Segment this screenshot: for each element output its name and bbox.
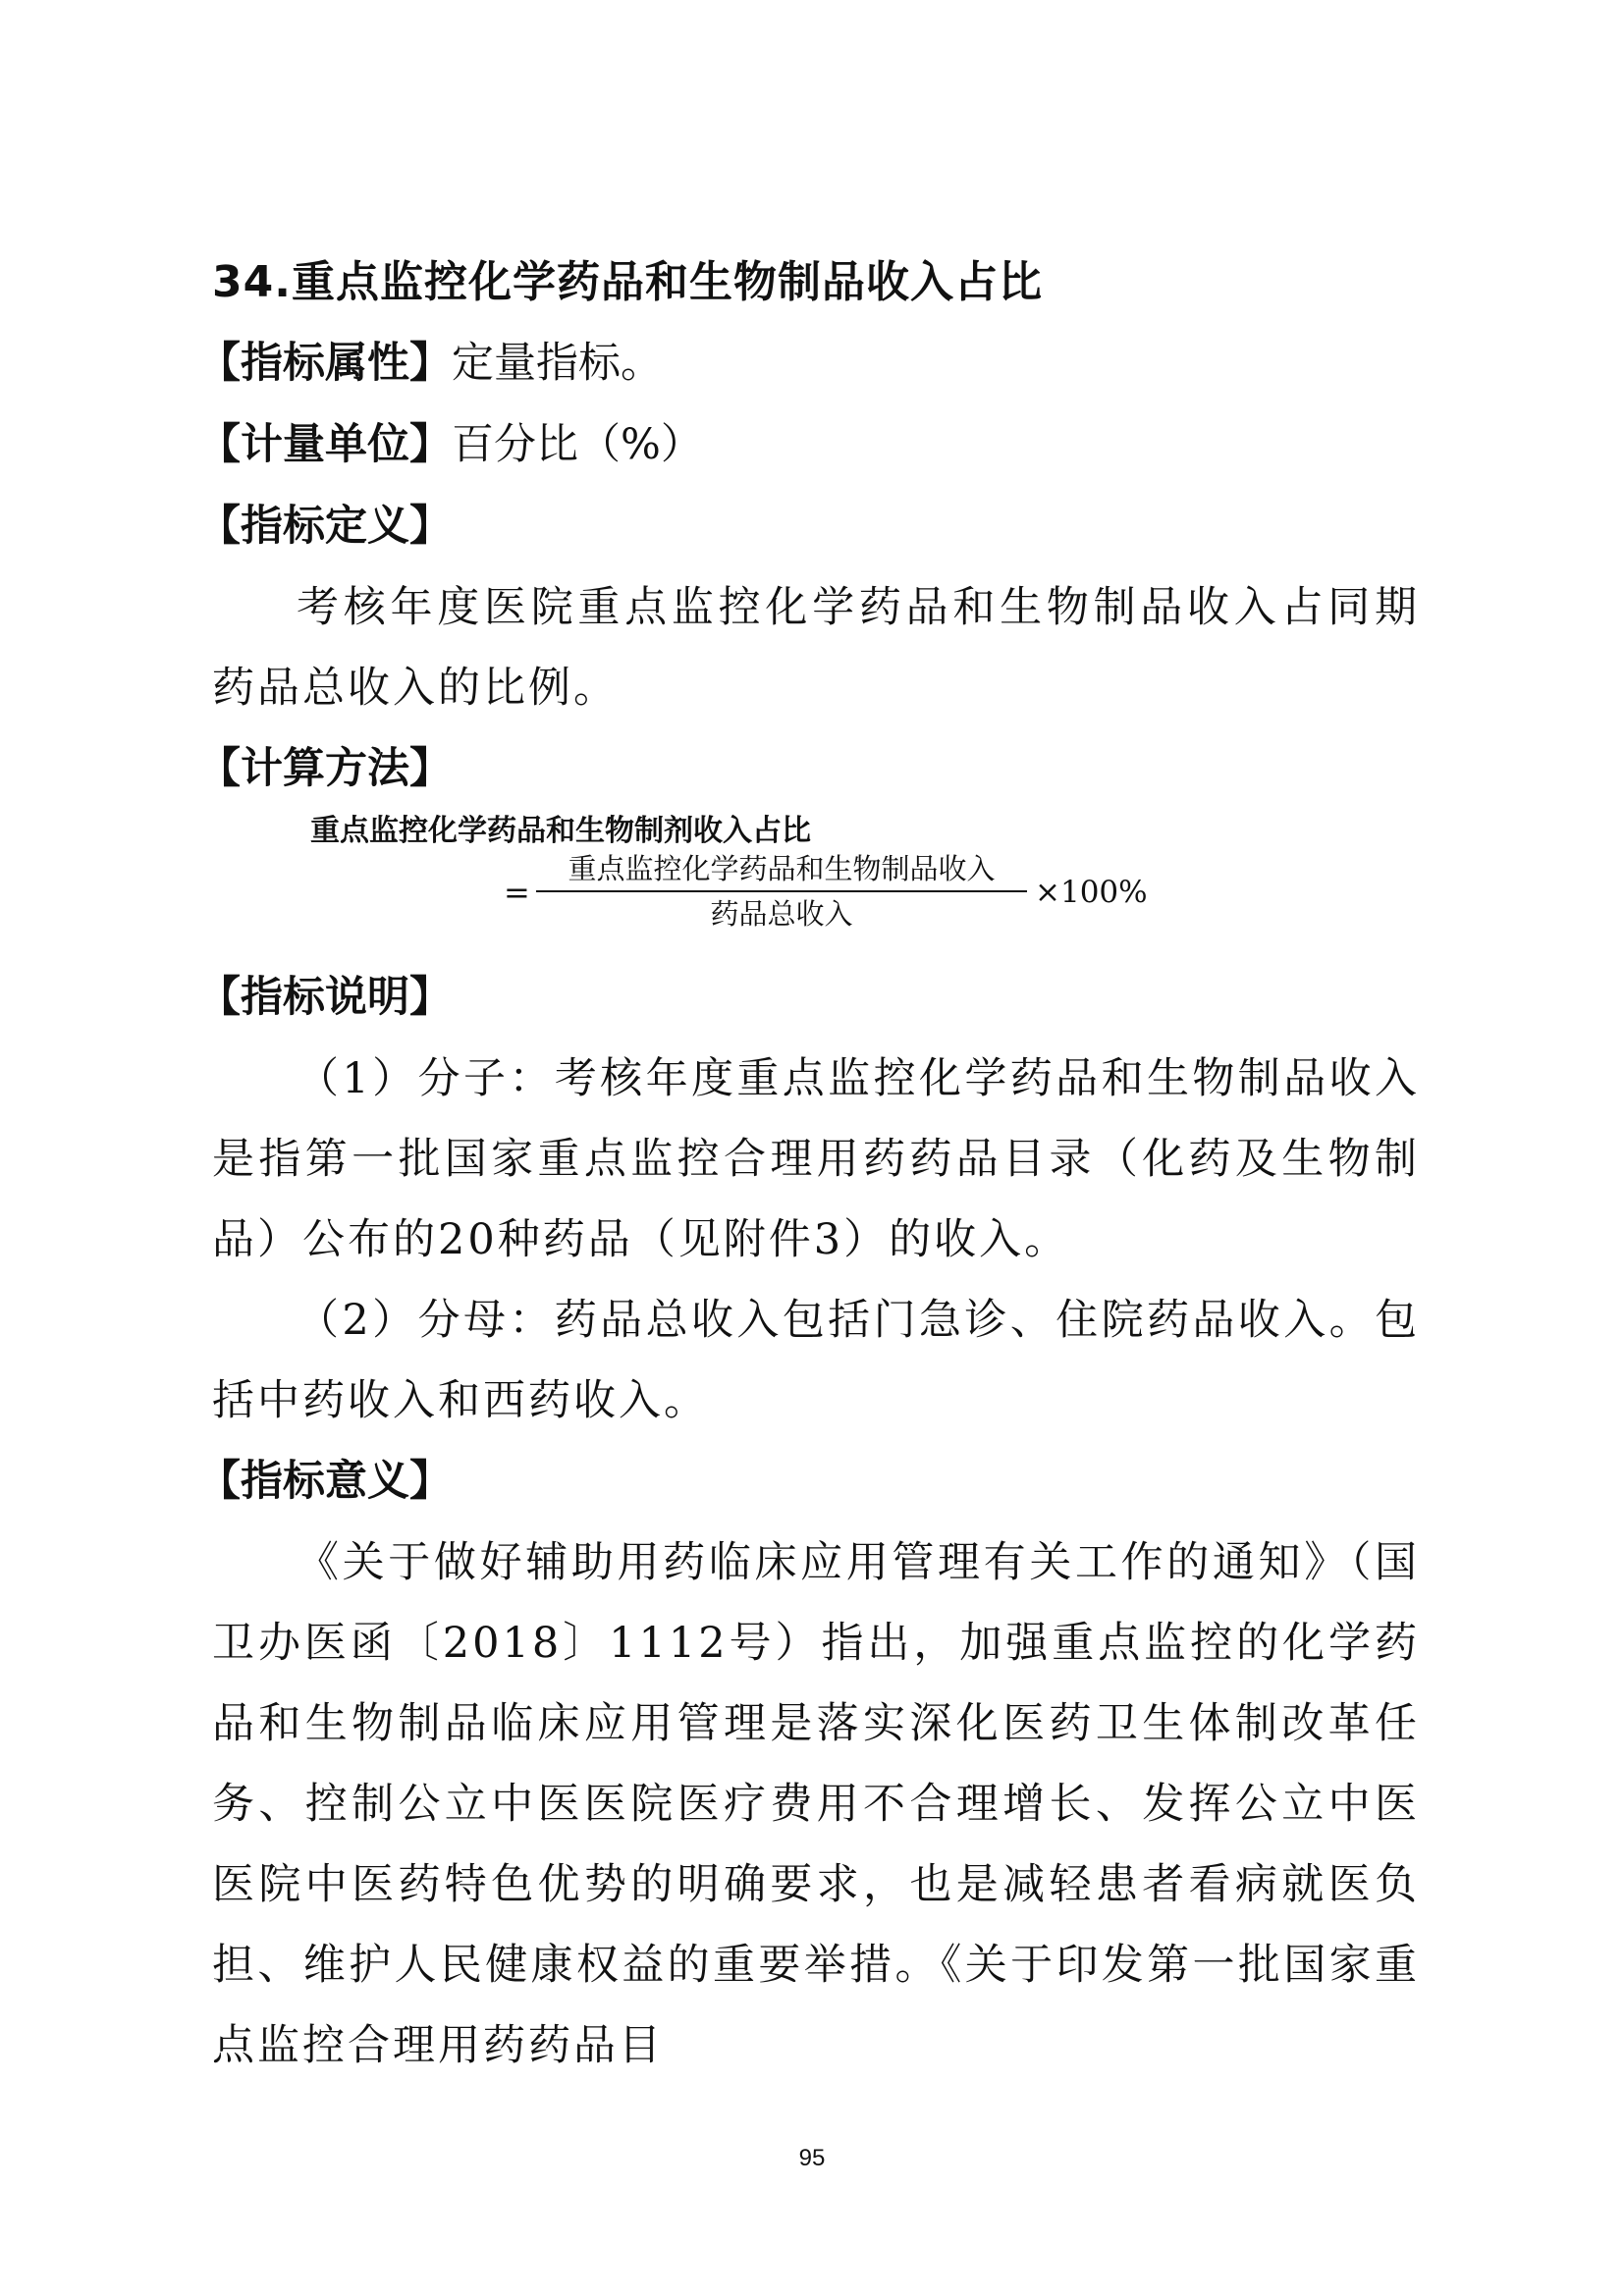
formula-equals-sign: = — [504, 874, 530, 911]
definition-label: 【指标定义】 — [198, 502, 452, 551]
indicator-attribute-label: 【指标属性】 — [198, 339, 452, 388]
fraction-bar — [536, 890, 1027, 892]
indicator-attribute — [198, 323, 1420, 404]
measurement-unit-label: 【计量单位】 — [198, 420, 452, 469]
page-number: 95 — [798, 2145, 826, 2171]
indicator-attribute-value: 定量指标。 — [452, 339, 663, 388]
formula-name: 重点监控化学药品和生物制剂收入占比 — [310, 814, 811, 848]
measurement-unit — [198, 404, 1420, 486]
explanation-item-numerator: （1）分子：考核年度重点监控化学药品和生物制品收入是指第一批国家重点监控合理用药药品目录（化药及生物制品）公布的20种药品（见附件3）的收入。 — [212, 1054, 1420, 1264]
formula-fraction — [536, 851, 1027, 932]
significance-text: 《关于做好辅助用药临床应用管理有关工作的通知》（国卫办医函〔2018〕1112号）指出，加强重点监控的化学药品和生物制品临床应用管理是落实深化医药卫生体制改革任务、控制公立中医医院医疗费用不合理增长、发挥公立中医医院中医药特色优势的明确要求，也是减轻患者看病就医负担、维护人民健康权益的重要举措。《关于印发第一批国家重点监控合理用药药品目 — [212, 1538, 1420, 2070]
explanation-heading — [198, 957, 1420, 1039]
explanation-label: 【指标说明】 — [198, 973, 452, 1022]
measurement-unit-value: 百分比（%） — [452, 420, 703, 469]
definition-text: 考核年度医院重点监控化学药品和生物制品收入占同期药品总收入的比例。 — [212, 583, 1420, 713]
calculation-formula — [212, 812, 1420, 957]
section-title: 34.重点监控化学药品和生物制品收入占比 — [212, 257, 1043, 307]
method-label: 【计算方法】 — [198, 744, 452, 793]
formula-denominator: 药品总收入 — [710, 897, 853, 931]
significance-label: 【指标意义】 — [198, 1457, 452, 1506]
page-content — [198, 250, 1420, 2086]
explanation-item-denominator: （2）分母：药品总收入包括门急诊、住院药品收入。包括中药收入和西药收入。 — [212, 1296, 1420, 1425]
formula-multiplier: ×100% — [1035, 875, 1148, 910]
significance-heading — [198, 1441, 1420, 1522]
formula-numerator: 重点监控化学药品和生物制品收入 — [568, 852, 996, 885]
method-heading — [198, 728, 1420, 810]
definition-heading — [198, 486, 1420, 567]
